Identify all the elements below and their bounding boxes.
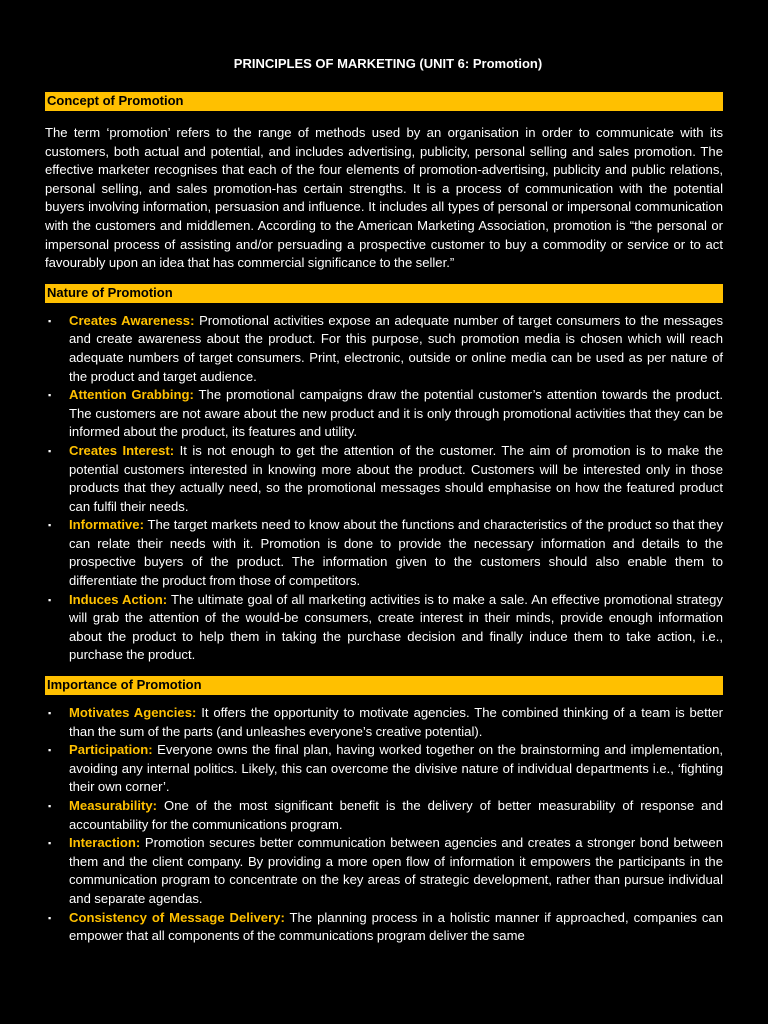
- list-item: [45, 386, 723, 442]
- item-text: It offers the opportunity to motivate agencies. The combined thinking of a team is better than the sum of the parts (and unleashes everyone’s creative potential).: [69, 705, 723, 739]
- item-term: Creates Awareness:: [69, 312, 195, 328]
- item-term: Induces Action:: [69, 591, 168, 607]
- concept-paragraph: The term ‘promotion’ refers to the range of methods used by an organisation in order to communicate with its customers, both actual and potential, and includes advertising, publicity, personal selling and sales promotion. The effective marketer recognises that each of the four elements of promotion-advertising, publicity and public relations, personal selling, and sales promotion-has certain strengths. It is a process of communication with the potential buyers involving information, persuasion and influence. It includes all types of personal or impersonal communication with the customers and middlemen. According to the American Marketing Association, promotion is “the personal or impersonal process of assisting and/or persuading a prospective customer to buy a commodity or service or to act favourably upon an idea that has commercial significance to the seller.”: [45, 125, 723, 271]
- bullet-icon: ▪: [48, 390, 52, 401]
- list-item: [45, 516, 723, 590]
- nature-heading: Nature of Promotion: [45, 284, 723, 303]
- list-item: [45, 741, 723, 797]
- item-text: The ultimate goal of all marketing activities is to make a sale. An effective promotional strategy will grab the attention of the would-be consumers, create interest in their minds, provide enough information about the product to help them in taking the purchase decision and finally induce them to take action, i.e., purchase the product.: [69, 591, 723, 663]
- item-term: Informative:: [69, 517, 144, 533]
- list-item: [45, 797, 723, 834]
- nature-list: [45, 312, 723, 665]
- bullet-icon: ▪: [48, 594, 52, 605]
- item-text: Promotion secures better communication between agencies and creates a stronger bond between them and the client company. By providing a more open flow of information it empowers the participants in the communication program to concentrate on the key areas of strategic development, rather than pursue individual and separate agendas.: [69, 835, 723, 906]
- item-text: The planning process in a holistic manner if approached, companies can empower that all components of the communications program deliver the same: [69, 909, 723, 944]
- bullet-icon: ▪: [48, 708, 52, 719]
- bullet-icon: ▪: [48, 745, 52, 756]
- item-text: The target markets need to know about the functions and characteristics of the product so that they can relate their needs with it. Promotion is done to provide the necessary information and details to the prospective buyers of the product. The information given to the customers should also enable them to differentiate the product from those of competitors.: [69, 517, 723, 589]
- bullet-icon: ▪: [48, 445, 52, 456]
- item-term: Participation:: [69, 742, 153, 758]
- list-item: [45, 909, 723, 946]
- bullet-icon: ▪: [48, 315, 52, 326]
- list-item: [45, 442, 723, 516]
- item-text: It is not enough to get the attention of the customer. The aim of promotion is to make the potential customers interested in knowing more about the product. Customers will be interested only in those products that they actually need, so the promotional messages should emphasise on how the featured product can fulfil their needs.: [69, 442, 723, 514]
- item-text: Everyone owns the final plan, having worked together on the brainstorming and implementation, avoiding any internal politics. Likely, this can overcome the divisive nature of individual departments i.e., ‘fighting their own corner’.: [69, 742, 723, 795]
- importance-list: [45, 704, 723, 946]
- item-term: Measurability:: [69, 798, 158, 813]
- bullet-icon: ▪: [48, 801, 52, 811]
- document-title: PRINCIPLES OF MARKETING (UNIT 6: Promotion): [233, 56, 543, 71]
- list-item: [45, 704, 723, 741]
- item-text: The promotional campaigns draw the potential customer’s attention towards the product. The customers are not aware about the new product and it is only through promotional activities that they can be informed about the product, its features and utility.: [69, 387, 723, 440]
- list-item: [45, 591, 723, 665]
- item-term: Creates Interest:: [69, 442, 175, 458]
- document-page: [45, 55, 723, 957]
- bullet-icon: ▪: [48, 520, 52, 531]
- concept-heading: Concept of Promotion: [45, 92, 723, 111]
- importance-heading: Importance of Promotion: [45, 676, 723, 695]
- item-term: Consistency of Message Delivery:: [69, 909, 285, 925]
- bullet-icon: ▪: [48, 838, 52, 849]
- list-item: [45, 834, 723, 908]
- list-item: [45, 312, 723, 386]
- item-term: Interaction:: [69, 835, 141, 851]
- bullet-icon: ▪: [48, 912, 52, 923]
- item-text: One of the most significant benefit is the delivery of better measurability of response and accountability for the communications program.: [69, 798, 723, 832]
- item-text: Promotional activities expose an adequate number of target consumers to the messages and create awareness about the product. For this purpose, such promotion media is chosen which will reach adequate numbers of target consumers. Print, electronic, outside or online media can be used as per nature of the product and target audience.: [69, 312, 723, 384]
- item-term: Attention Grabbing:: [69, 387, 194, 403]
- item-term: Motivates Agencies:: [69, 705, 197, 721]
